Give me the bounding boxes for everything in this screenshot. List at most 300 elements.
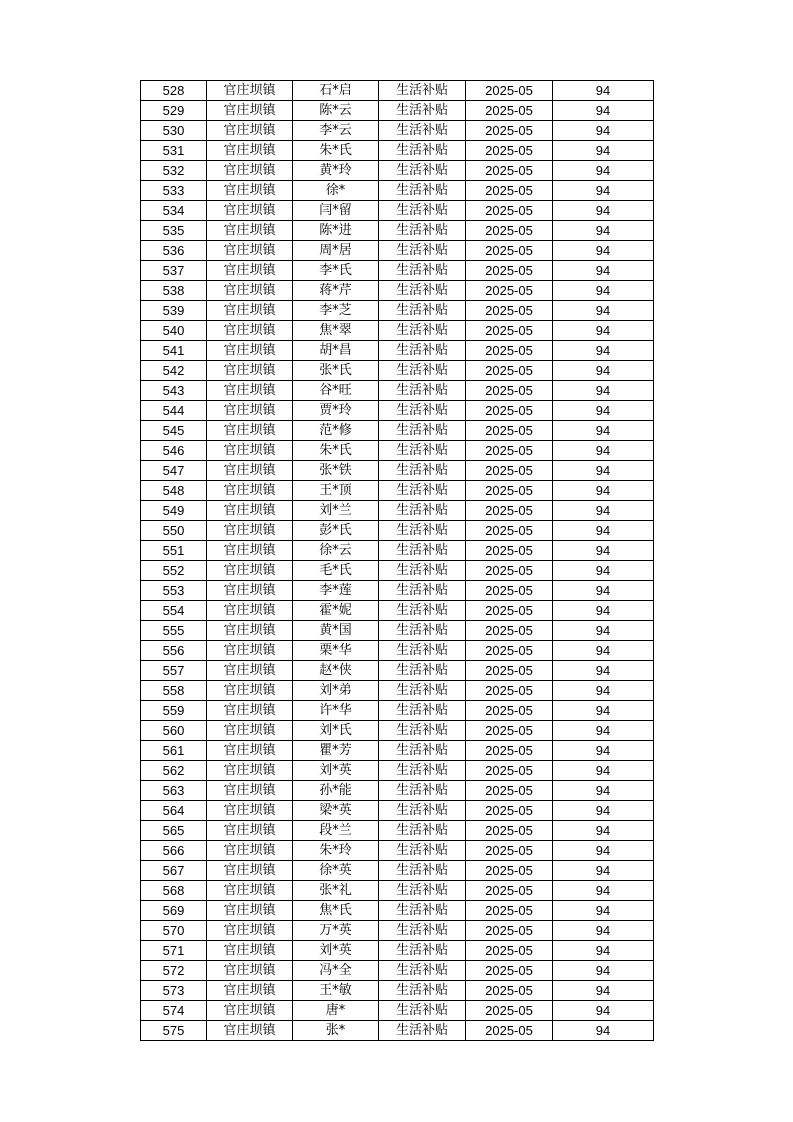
row-number-cell: 569	[141, 901, 207, 921]
subsidy-type-cell: 生活补贴	[379, 961, 466, 981]
row-number-cell: 540	[141, 321, 207, 341]
amount-cell: 94	[553, 461, 654, 481]
row-number-cell: 565	[141, 821, 207, 841]
row-number-cell: 556	[141, 641, 207, 661]
person-name-cell: 刘*英	[293, 941, 379, 961]
table-row	[141, 281, 654, 301]
person-name-cell: 李*莲	[293, 581, 379, 601]
town-cell: 官庄坝镇	[207, 961, 293, 981]
row-number-cell: 571	[141, 941, 207, 961]
person-name-cell: 毛*氏	[293, 561, 379, 581]
period-cell: 2025-05	[466, 281, 553, 301]
subsidy-type-cell: 生活补贴	[379, 101, 466, 121]
table-row	[141, 901, 654, 921]
table-row	[141, 921, 654, 941]
person-name-cell: 刘*弟	[293, 681, 379, 701]
town-cell: 官庄坝镇	[207, 861, 293, 881]
subsidy-type-cell: 生活补贴	[379, 361, 466, 381]
person-name-cell: 张*氏	[293, 361, 379, 381]
subsidy-type-cell: 生活补贴	[379, 681, 466, 701]
person-name-cell: 万*英	[293, 921, 379, 941]
row-number-cell: 538	[141, 281, 207, 301]
period-cell: 2025-05	[466, 401, 553, 421]
town-cell: 官庄坝镇	[207, 161, 293, 181]
row-number-cell: 546	[141, 441, 207, 461]
amount-cell: 94	[553, 681, 654, 701]
person-name-cell: 徐*	[293, 181, 379, 201]
subsidy-type-cell: 生活补贴	[379, 261, 466, 281]
subsidy-type-cell: 生活补贴	[379, 381, 466, 401]
person-name-cell: 王*顶	[293, 481, 379, 501]
amount-cell: 94	[553, 641, 654, 661]
person-name-cell: 闫*留	[293, 201, 379, 221]
table-row	[141, 261, 654, 281]
amount-cell: 94	[553, 221, 654, 241]
person-name-cell: 焦*氏	[293, 901, 379, 921]
amount-cell: 94	[553, 941, 654, 961]
person-name-cell: 栗*华	[293, 641, 379, 661]
subsidy-type-cell: 生活补贴	[379, 421, 466, 441]
period-cell: 2025-05	[466, 321, 553, 341]
table-row	[141, 1001, 654, 1021]
period-cell: 2025-05	[466, 741, 553, 761]
table-row	[141, 421, 654, 441]
town-cell: 官庄坝镇	[207, 81, 293, 101]
period-cell: 2025-05	[466, 461, 553, 481]
amount-cell: 94	[553, 981, 654, 1001]
town-cell: 官庄坝镇	[207, 201, 293, 221]
town-cell: 官庄坝镇	[207, 761, 293, 781]
row-number-cell: 543	[141, 381, 207, 401]
subsidy-type-cell: 生活补贴	[379, 581, 466, 601]
row-number-cell: 541	[141, 341, 207, 361]
period-cell: 2025-05	[466, 361, 553, 381]
town-cell: 官庄坝镇	[207, 841, 293, 861]
amount-cell: 94	[553, 281, 654, 301]
town-cell: 官庄坝镇	[207, 401, 293, 421]
subsidy-type-cell: 生活补贴	[379, 81, 466, 101]
person-name-cell: 陈*进	[293, 221, 379, 241]
subsidy-type-cell: 生活补贴	[379, 341, 466, 361]
person-name-cell: 段*兰	[293, 821, 379, 841]
subsidy-type-cell: 生活补贴	[379, 1021, 466, 1041]
person-name-cell: 徐*云	[293, 541, 379, 561]
period-cell: 2025-05	[466, 641, 553, 661]
row-number-cell: 555	[141, 621, 207, 641]
period-cell: 2025-05	[466, 81, 553, 101]
town-cell: 官庄坝镇	[207, 801, 293, 821]
table-row	[141, 961, 654, 981]
subsidy-type-cell: 生活补贴	[379, 601, 466, 621]
period-cell: 2025-05	[466, 681, 553, 701]
person-name-cell: 彭*氏	[293, 521, 379, 541]
subsidy-type-cell: 生活补贴	[379, 841, 466, 861]
table-row	[141, 501, 654, 521]
person-name-cell: 焦*翠	[293, 321, 379, 341]
amount-cell: 94	[553, 581, 654, 601]
subsidy-type-cell: 生活补贴	[379, 521, 466, 541]
table-row	[141, 641, 654, 661]
table-row	[141, 461, 654, 481]
table-row	[141, 341, 654, 361]
table-row	[141, 861, 654, 881]
table-row	[141, 521, 654, 541]
subsidy-type-cell: 生活补贴	[379, 821, 466, 841]
subsidy-type-cell: 生活补贴	[379, 241, 466, 261]
period-cell: 2025-05	[466, 141, 553, 161]
period-cell: 2025-05	[466, 261, 553, 281]
amount-cell: 94	[553, 501, 654, 521]
amount-cell: 94	[553, 481, 654, 501]
town-cell: 官庄坝镇	[207, 481, 293, 501]
row-number-cell: 549	[141, 501, 207, 521]
row-number-cell: 536	[141, 241, 207, 261]
table-row	[141, 801, 654, 821]
subsidy-type-cell: 生活补贴	[379, 861, 466, 881]
town-cell: 官庄坝镇	[207, 901, 293, 921]
town-cell: 官庄坝镇	[207, 681, 293, 701]
person-name-cell: 贾*玲	[293, 401, 379, 421]
row-number-cell: 574	[141, 1001, 207, 1021]
town-cell: 官庄坝镇	[207, 821, 293, 841]
period-cell: 2025-05	[466, 381, 553, 401]
table-row	[141, 201, 654, 221]
subsidy-type-cell: 生活补贴	[379, 901, 466, 921]
table-row	[141, 841, 654, 861]
amount-cell: 94	[553, 201, 654, 221]
table-row	[141, 741, 654, 761]
amount-cell: 94	[553, 121, 654, 141]
subsidy-type-cell: 生活补贴	[379, 641, 466, 661]
row-number-cell: 564	[141, 801, 207, 821]
amount-cell: 94	[553, 721, 654, 741]
town-cell: 官庄坝镇	[207, 241, 293, 261]
amount-cell: 94	[553, 441, 654, 461]
table-row	[141, 161, 654, 181]
town-cell: 官庄坝镇	[207, 921, 293, 941]
row-number-cell: 529	[141, 101, 207, 121]
period-cell: 2025-05	[466, 921, 553, 941]
period-cell: 2025-05	[466, 961, 553, 981]
row-number-cell: 539	[141, 301, 207, 321]
period-cell: 2025-05	[466, 1021, 553, 1041]
table-row	[141, 301, 654, 321]
row-number-cell: 575	[141, 1021, 207, 1041]
town-cell: 官庄坝镇	[207, 521, 293, 541]
town-cell: 官庄坝镇	[207, 501, 293, 521]
amount-cell: 94	[553, 561, 654, 581]
row-number-cell: 530	[141, 121, 207, 141]
row-number-cell: 537	[141, 261, 207, 281]
period-cell: 2025-05	[466, 941, 553, 961]
subsidy-type-cell: 生活补贴	[379, 1001, 466, 1021]
town-cell: 官庄坝镇	[207, 261, 293, 281]
person-name-cell: 朱*玲	[293, 841, 379, 861]
period-cell: 2025-05	[466, 181, 553, 201]
subsidy-type-cell: 生活补贴	[379, 621, 466, 641]
person-name-cell: 赵*侠	[293, 661, 379, 681]
town-cell: 官庄坝镇	[207, 181, 293, 201]
town-cell: 官庄坝镇	[207, 601, 293, 621]
subsidy-type-cell: 生活补贴	[379, 501, 466, 521]
row-number-cell: 552	[141, 561, 207, 581]
amount-cell: 94	[553, 161, 654, 181]
town-cell: 官庄坝镇	[207, 701, 293, 721]
town-cell: 官庄坝镇	[207, 381, 293, 401]
period-cell: 2025-05	[466, 701, 553, 721]
period-cell: 2025-05	[466, 121, 553, 141]
amount-cell: 94	[553, 921, 654, 941]
table-row	[141, 781, 654, 801]
person-name-cell: 王*敏	[293, 981, 379, 1001]
row-number-cell: 534	[141, 201, 207, 221]
period-cell: 2025-05	[466, 841, 553, 861]
period-cell: 2025-05	[466, 861, 553, 881]
period-cell: 2025-05	[466, 1001, 553, 1021]
row-number-cell: 554	[141, 601, 207, 621]
subsidy-type-cell: 生活补贴	[379, 181, 466, 201]
person-name-cell: 瞿*芳	[293, 741, 379, 761]
subsidy-type-cell: 生活补贴	[379, 801, 466, 821]
table-row	[141, 701, 654, 721]
town-cell: 官庄坝镇	[207, 441, 293, 461]
person-name-cell: 石*启	[293, 81, 379, 101]
town-cell: 官庄坝镇	[207, 941, 293, 961]
table-row	[141, 441, 654, 461]
person-name-cell: 黄*玲	[293, 161, 379, 181]
subsidy-type-cell: 生活补贴	[379, 561, 466, 581]
table-row	[141, 561, 654, 581]
table-row	[141, 821, 654, 841]
amount-cell: 94	[553, 261, 654, 281]
town-cell: 官庄坝镇	[207, 341, 293, 361]
table-row	[141, 241, 654, 261]
town-cell: 官庄坝镇	[207, 221, 293, 241]
row-number-cell: 562	[141, 761, 207, 781]
row-number-cell: 567	[141, 861, 207, 881]
table-row	[141, 881, 654, 901]
subsidy-type-cell: 生活补贴	[379, 201, 466, 221]
period-cell: 2025-05	[466, 621, 553, 641]
row-number-cell: 545	[141, 421, 207, 441]
person-name-cell: 张*礼	[293, 881, 379, 901]
table-row	[141, 621, 654, 641]
row-number-cell: 550	[141, 521, 207, 541]
amount-cell: 94	[553, 181, 654, 201]
subsidy-type-cell: 生活补贴	[379, 141, 466, 161]
subsidy-type-cell: 生活补贴	[379, 721, 466, 741]
amount-cell: 94	[553, 701, 654, 721]
person-name-cell: 蒋*芹	[293, 281, 379, 301]
row-number-cell: 553	[141, 581, 207, 601]
town-cell: 官庄坝镇	[207, 301, 293, 321]
amount-cell: 94	[553, 841, 654, 861]
table-row	[141, 941, 654, 961]
person-name-cell: 李*氏	[293, 261, 379, 281]
person-name-cell: 张*	[293, 1021, 379, 1041]
table-row	[141, 541, 654, 561]
person-name-cell: 唐*	[293, 1001, 379, 1021]
amount-cell: 94	[553, 381, 654, 401]
person-name-cell: 许*华	[293, 701, 379, 721]
row-number-cell: 551	[141, 541, 207, 561]
amount-cell: 94	[553, 341, 654, 361]
table-row	[141, 721, 654, 741]
row-number-cell: 533	[141, 181, 207, 201]
subsidy-type-cell: 生活补贴	[379, 401, 466, 421]
row-number-cell: 573	[141, 981, 207, 1001]
amount-cell: 94	[553, 881, 654, 901]
period-cell: 2025-05	[466, 881, 553, 901]
town-cell: 官庄坝镇	[207, 141, 293, 161]
town-cell: 官庄坝镇	[207, 881, 293, 901]
period-cell: 2025-05	[466, 521, 553, 541]
person-name-cell: 李*云	[293, 121, 379, 141]
row-number-cell: 559	[141, 701, 207, 721]
table-row	[141, 121, 654, 141]
table-row	[141, 681, 654, 701]
amount-cell: 94	[553, 321, 654, 341]
amount-cell: 94	[553, 541, 654, 561]
town-cell: 官庄坝镇	[207, 101, 293, 121]
subsidy-table-body	[141, 81, 654, 1041]
row-number-cell: 570	[141, 921, 207, 941]
period-cell: 2025-05	[466, 101, 553, 121]
period-cell: 2025-05	[466, 821, 553, 841]
town-cell: 官庄坝镇	[207, 781, 293, 801]
period-cell: 2025-05	[466, 161, 553, 181]
person-name-cell: 梁*英	[293, 801, 379, 821]
town-cell: 官庄坝镇	[207, 641, 293, 661]
period-cell: 2025-05	[466, 661, 553, 681]
table-row	[141, 221, 654, 241]
person-name-cell: 刘*兰	[293, 501, 379, 521]
table-row	[141, 81, 654, 101]
table-row	[141, 401, 654, 421]
subsidy-type-cell: 生活补贴	[379, 301, 466, 321]
town-cell: 官庄坝镇	[207, 421, 293, 441]
subsidy-type-cell: 生活补贴	[379, 981, 466, 1001]
row-number-cell: 531	[141, 141, 207, 161]
town-cell: 官庄坝镇	[207, 981, 293, 1001]
amount-cell: 94	[553, 1001, 654, 1021]
period-cell: 2025-05	[466, 241, 553, 261]
row-number-cell: 557	[141, 661, 207, 681]
person-name-cell: 霍*妮	[293, 601, 379, 621]
period-cell: 2025-05	[466, 221, 553, 241]
subsidy-table	[140, 80, 654, 1041]
period-cell: 2025-05	[466, 341, 553, 361]
town-cell: 官庄坝镇	[207, 121, 293, 141]
subsidy-type-cell: 生活补贴	[379, 121, 466, 141]
table-row	[141, 361, 654, 381]
town-cell: 官庄坝镇	[207, 581, 293, 601]
table-row	[141, 381, 654, 401]
row-number-cell: 561	[141, 741, 207, 761]
subsidy-type-cell: 生活补贴	[379, 781, 466, 801]
amount-cell: 94	[553, 741, 654, 761]
amount-cell: 94	[553, 141, 654, 161]
subsidy-type-cell: 生活补贴	[379, 281, 466, 301]
person-name-cell: 孙*能	[293, 781, 379, 801]
row-number-cell: 563	[141, 781, 207, 801]
amount-cell: 94	[553, 661, 654, 681]
town-cell: 官庄坝镇	[207, 1001, 293, 1021]
period-cell: 2025-05	[466, 301, 553, 321]
amount-cell: 94	[553, 521, 654, 541]
row-number-cell: 535	[141, 221, 207, 241]
subsidy-type-cell: 生活补贴	[379, 741, 466, 761]
row-number-cell: 547	[141, 461, 207, 481]
period-cell: 2025-05	[466, 601, 553, 621]
subsidy-type-cell: 生活补贴	[379, 701, 466, 721]
table-row	[141, 661, 654, 681]
person-name-cell: 陈*云	[293, 101, 379, 121]
town-cell: 官庄坝镇	[207, 461, 293, 481]
row-number-cell: 532	[141, 161, 207, 181]
person-name-cell: 黄*国	[293, 621, 379, 641]
subsidy-type-cell: 生活补贴	[379, 441, 466, 461]
amount-cell: 94	[553, 101, 654, 121]
town-cell: 官庄坝镇	[207, 321, 293, 341]
town-cell: 官庄坝镇	[207, 281, 293, 301]
period-cell: 2025-05	[466, 421, 553, 441]
amount-cell: 94	[553, 241, 654, 261]
table-row	[141, 181, 654, 201]
subsidy-type-cell: 生活补贴	[379, 321, 466, 341]
town-cell: 官庄坝镇	[207, 661, 293, 681]
period-cell: 2025-05	[466, 981, 553, 1001]
amount-cell: 94	[553, 621, 654, 641]
amount-cell: 94	[553, 301, 654, 321]
person-name-cell: 刘*氏	[293, 721, 379, 741]
period-cell: 2025-05	[466, 561, 553, 581]
person-name-cell: 谷*旺	[293, 381, 379, 401]
amount-cell: 94	[553, 781, 654, 801]
town-cell: 官庄坝镇	[207, 621, 293, 641]
subsidy-type-cell: 生活补贴	[379, 881, 466, 901]
amount-cell: 94	[553, 81, 654, 101]
table-row	[141, 581, 654, 601]
subsidy-type-cell: 生活补贴	[379, 461, 466, 481]
row-number-cell: 558	[141, 681, 207, 701]
town-cell: 官庄坝镇	[207, 721, 293, 741]
period-cell: 2025-05	[466, 721, 553, 741]
row-number-cell: 560	[141, 721, 207, 741]
town-cell: 官庄坝镇	[207, 361, 293, 381]
town-cell: 官庄坝镇	[207, 1021, 293, 1041]
person-name-cell: 李*芝	[293, 301, 379, 321]
subsidy-type-cell: 生活补贴	[379, 221, 466, 241]
amount-cell: 94	[553, 761, 654, 781]
person-name-cell: 朱*氏	[293, 441, 379, 461]
amount-cell: 94	[553, 861, 654, 881]
table-row	[141, 601, 654, 621]
person-name-cell: 周*居	[293, 241, 379, 261]
amount-cell: 94	[553, 821, 654, 841]
row-number-cell: 542	[141, 361, 207, 381]
subsidy-type-cell: 生活补贴	[379, 541, 466, 561]
person-name-cell: 范*修	[293, 421, 379, 441]
table-row	[141, 1021, 654, 1041]
period-cell: 2025-05	[466, 781, 553, 801]
period-cell: 2025-05	[466, 481, 553, 501]
period-cell: 2025-05	[466, 581, 553, 601]
period-cell: 2025-05	[466, 441, 553, 461]
person-name-cell: 徐*英	[293, 861, 379, 881]
table-row	[141, 141, 654, 161]
amount-cell: 94	[553, 801, 654, 821]
